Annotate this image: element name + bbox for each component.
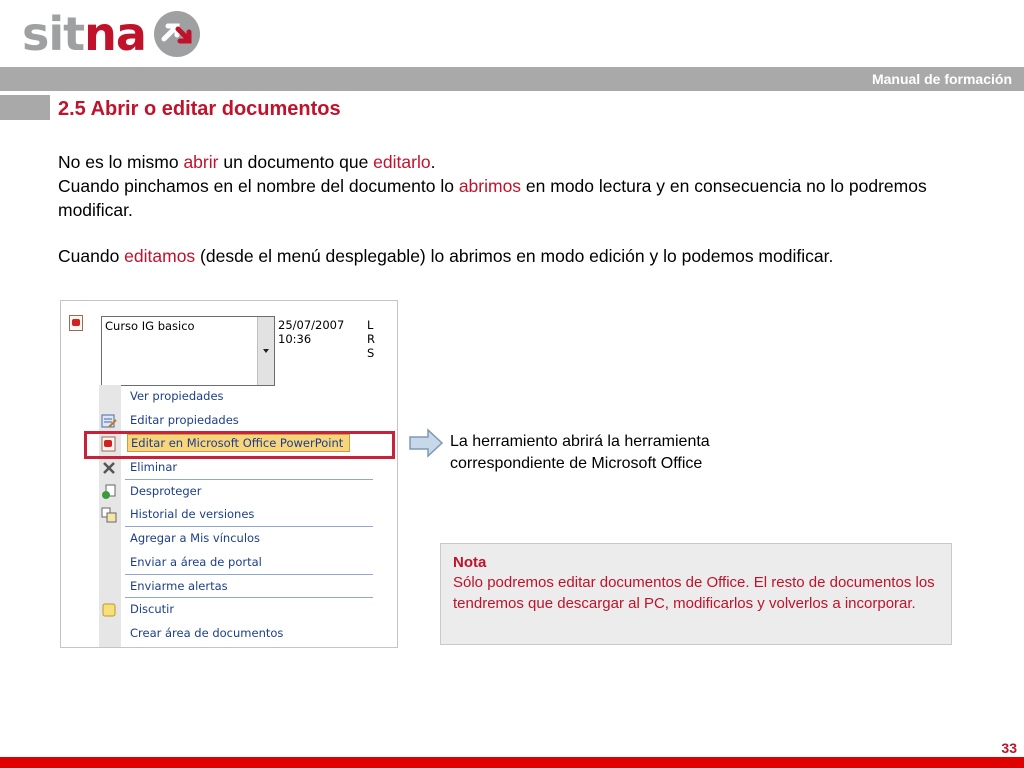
logo-wordmark: sitna xyxy=(22,7,146,61)
powerpoint-document-icon xyxy=(69,315,83,331)
chevron-down-icon[interactable] xyxy=(257,317,274,385)
manual-label: Manual de formación xyxy=(871,71,1012,87)
menu-item-editar-powerpoint[interactable]: Editar en Microsoft Office PowerPoint xyxy=(99,432,373,456)
checkin-icon xyxy=(101,484,117,500)
note-box xyxy=(440,543,952,645)
callout-line-2: correspondiente de Microsoft Office xyxy=(450,455,703,472)
truncated-column: L R S xyxy=(367,318,375,360)
highlight-frame xyxy=(84,431,395,459)
note-title: Nota xyxy=(453,554,487,571)
menu-item-agregar-vinculos[interactable]: Agregar a Mis vínculos xyxy=(99,527,373,551)
sharepoint-screenshot xyxy=(60,300,398,648)
delete-x-icon xyxy=(101,460,117,476)
logo-arrows-icon xyxy=(152,9,202,59)
header-bar xyxy=(0,67,1024,91)
blank-icon xyxy=(101,555,117,571)
menu-item-historial-versiones[interactable]: Historial de versiones xyxy=(99,503,373,527)
intro-text xyxy=(58,150,978,268)
menu-item-eliminar[interactable]: Eliminar xyxy=(99,456,373,480)
note-text: Sólo podremos editar documentos de Office. El resto de documentos los tendremos que descargar al PC, modificarlos y volverlos a incorporar. xyxy=(453,574,935,612)
intro-line-2: Cuando pinchamos en el nombre del documento lo abrimos en modo lectura y en consecuencia no lo podremos modificar. xyxy=(58,176,927,220)
callout-line-1: La herramiento abrirá la herramienta xyxy=(450,433,710,450)
menu-item-desproteger[interactable]: Desproteger xyxy=(99,480,373,504)
context-menu xyxy=(99,385,373,646)
blank-icon xyxy=(101,626,117,642)
menu-item-editar-propiedades[interactable]: Editar propiedades xyxy=(99,409,373,433)
menu-item-enviar-portal[interactable]: Enviar a área de portal xyxy=(99,551,373,575)
intro-line-3: Cuando editamos (desde el menú desplegable) lo abrimos en modo edición y lo podemos modificar. xyxy=(58,246,834,266)
footer-bar xyxy=(0,757,1024,768)
page-number: 33 xyxy=(1001,740,1017,756)
blank-icon xyxy=(101,579,117,595)
blank-icon xyxy=(101,531,117,547)
edit-properties-icon xyxy=(101,413,117,429)
discuss-icon xyxy=(101,602,117,618)
menu-item-crear-area[interactable]: Crear área de documentos xyxy=(99,622,373,646)
blank-icon xyxy=(101,389,117,405)
modified-date: 25/07/2007 10:36 xyxy=(278,318,345,346)
section-marker xyxy=(0,95,50,120)
version-history-icon xyxy=(101,507,117,523)
document-name-dropdown[interactable] xyxy=(101,316,275,386)
intro-line-1: No es lo mismo abrir un documento que editarlo. xyxy=(58,152,436,172)
callout-text xyxy=(450,431,710,475)
arrow-right-icon xyxy=(408,428,444,458)
section-title: 2.5 Abrir o editar documentos xyxy=(58,98,341,120)
document-name[interactable]: Curso IG basico xyxy=(105,319,195,333)
menu-item-ver-propiedades[interactable]: Ver propiedades xyxy=(99,385,373,409)
menu-item-enviarme-alertas[interactable]: Enviarme alertas xyxy=(99,575,373,599)
menu-item-discutir[interactable]: Discutir xyxy=(99,598,373,622)
sitna-logo xyxy=(22,6,202,62)
